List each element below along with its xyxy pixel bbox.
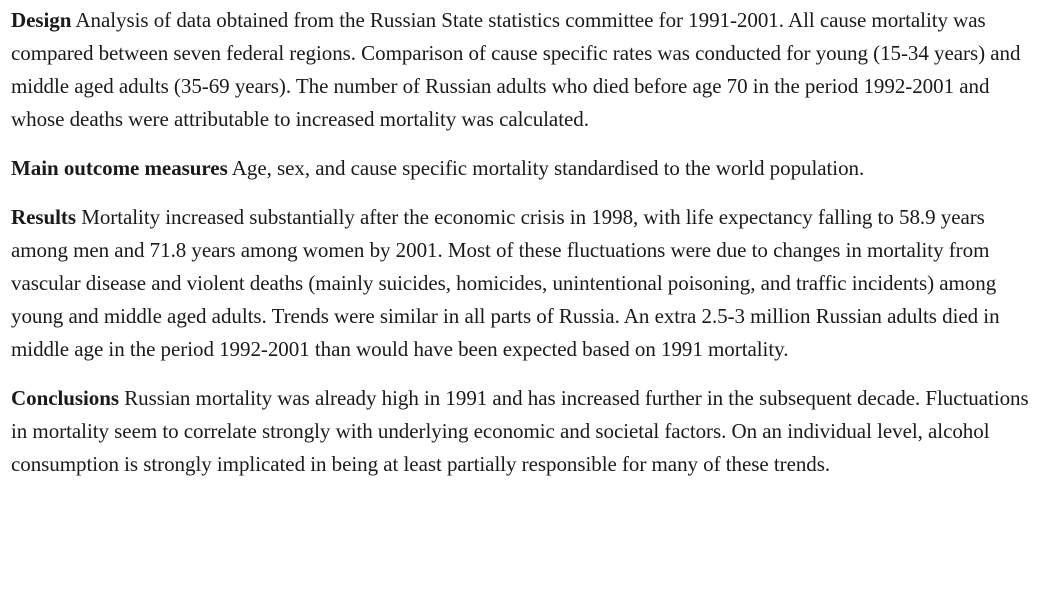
main-outcome-measures-section bbox=[11, 152, 1046, 185]
conclusions-heading: Conclusions bbox=[11, 386, 119, 410]
conclusions-section bbox=[11, 382, 1046, 481]
design-text: Analysis of data obtained from the Russian State statistics committee for 1991-2001. All cause mortality was compared between seven federal regions. Comparison of cause specific rates was conducted for young (15-34 years) and middle aged adults (35-69 years). The number of Russian adults who died before age 70 in the period 1992-2001 and whose deaths were attributable to increased mortality was calculated. bbox=[11, 8, 1021, 131]
main-outcome-measures-heading: Main outcome measures bbox=[11, 156, 228, 180]
design-heading: Design bbox=[11, 8, 72, 32]
main-outcome-measures-text: Age, sex, and cause specific mortality standardised to the world population. bbox=[231, 156, 865, 180]
design-section bbox=[11, 4, 1046, 136]
results-section bbox=[11, 201, 1046, 366]
results-heading: Results bbox=[11, 205, 76, 229]
conclusions-text: Russian mortality was already high in 1991 and has increased further in the subsequent decade. Fluctuations in mortality seem to correlate strongly with underlying economic and societal factors. On an individual level, alcohol consumption is strongly implicated in being at least partially responsible for many of these trends. bbox=[11, 386, 1029, 476]
results-text: Mortality increased substantially after the economic crisis in 1998, with life expectancy falling to 58.9 years among men and 71.8 years among women by 2001. Most of these fluctuations were due to changes in mortality from vascular disease and violent deaths (mainly suicides, homicides, unintentional poisoning, and traffic incidents) among young and middle aged adults. Trends were similar in all parts of Russia. An extra 2.5-3 million Russian adults died in middle age in the period 1992-2001 than would have been expected based on 1991 mortality. bbox=[11, 205, 1000, 361]
